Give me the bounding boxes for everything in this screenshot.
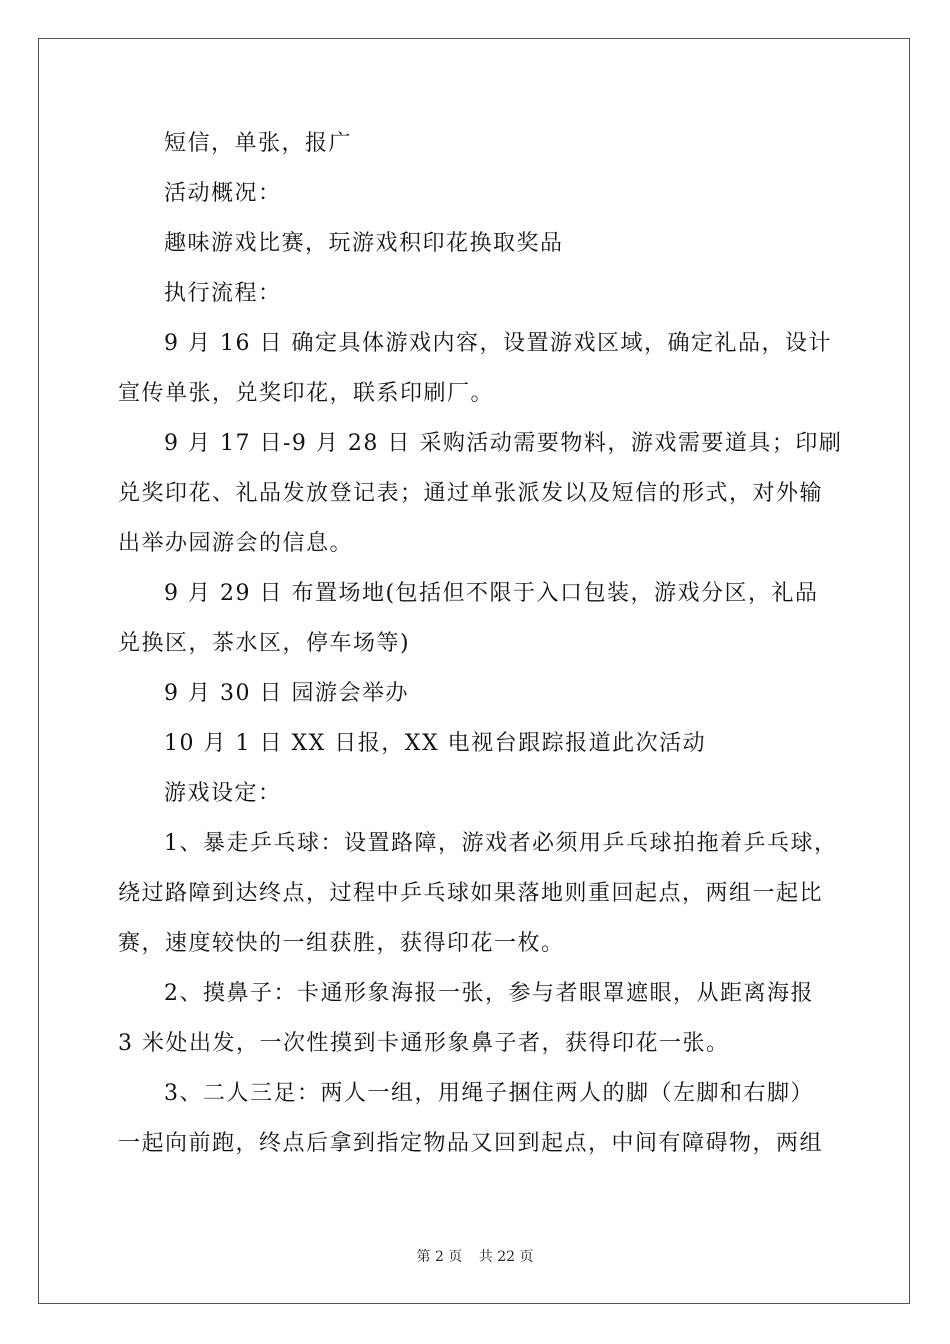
page-number: 第 2 页 [416,1249,463,1265]
page-footer [0,1246,950,1266]
paragraph-line: 10 月 1 日 XX 日报，XX 电视台跟踪报道此次活动 [164,731,707,756]
paragraph-line: 趣味游戏比赛，玩游戏积印花换取奖品 [164,231,564,256]
paragraph-line: 短信，单张，报广 [164,131,353,156]
section-heading: 游戏设定： [164,781,282,806]
page-total: 共 22 页 [478,1249,534,1265]
paragraph-line: 9 月 30 日 园游会举办 [164,681,409,706]
paragraph-line: 3、二人三足：两人一组，用绳子捆住两人的脚（左脚和右脚） [164,1081,814,1106]
paragraph-line: 兑奖印花、礼品发放登记表；通过单张派发以及短信的形式，对外输 [118,481,824,506]
paragraph-line: 3 米处出发，一次性摸到卡通形象鼻子者，获得印花一张。 [118,1031,730,1056]
paragraph-line: 绕过路障到达终点，过程中乒乓球如果落地则重回起点，两组一起比 [118,881,824,906]
paragraph-line: 出举办园游会的信息。 [118,531,354,556]
paragraph-line: 9 月 16 日 确定具体游戏内容，设置游戏区域，确定礼品，设计 [164,331,832,356]
paragraph-line: 一起向前跑，终点后拿到指定物品又回到起点，中间有障碍物，两组 [118,1131,824,1156]
paragraph-line: 9 月 17 日-9 月 28 日 采购活动需要物料，游戏需要道具；印刷 [164,431,843,456]
paragraph-line: 2、摸鼻子：卡通形象海报一张，参与者眼罩遮眼，从距离海报 [164,981,814,1006]
section-heading: 活动概况： [164,181,282,206]
paragraph-line: 赛，速度较快的一组获胜，获得印花一枚。 [118,931,565,956]
paragraph-line: 1、暴走乒乓球：设置路障，游戏者必须用乒乓球拍拖着乒乓球， [164,831,838,856]
section-heading: 执行流程： [164,281,282,306]
paragraph-line: 宣传单张，兑奖印花，联系印刷厂。 [118,381,495,406]
paragraph-line: 9 月 29 日 布置场地(包括但不限于入口包装，游戏分区，礼品 [164,581,819,606]
paragraph-line: 兑换区，茶水区，停车场等) [118,631,411,656]
